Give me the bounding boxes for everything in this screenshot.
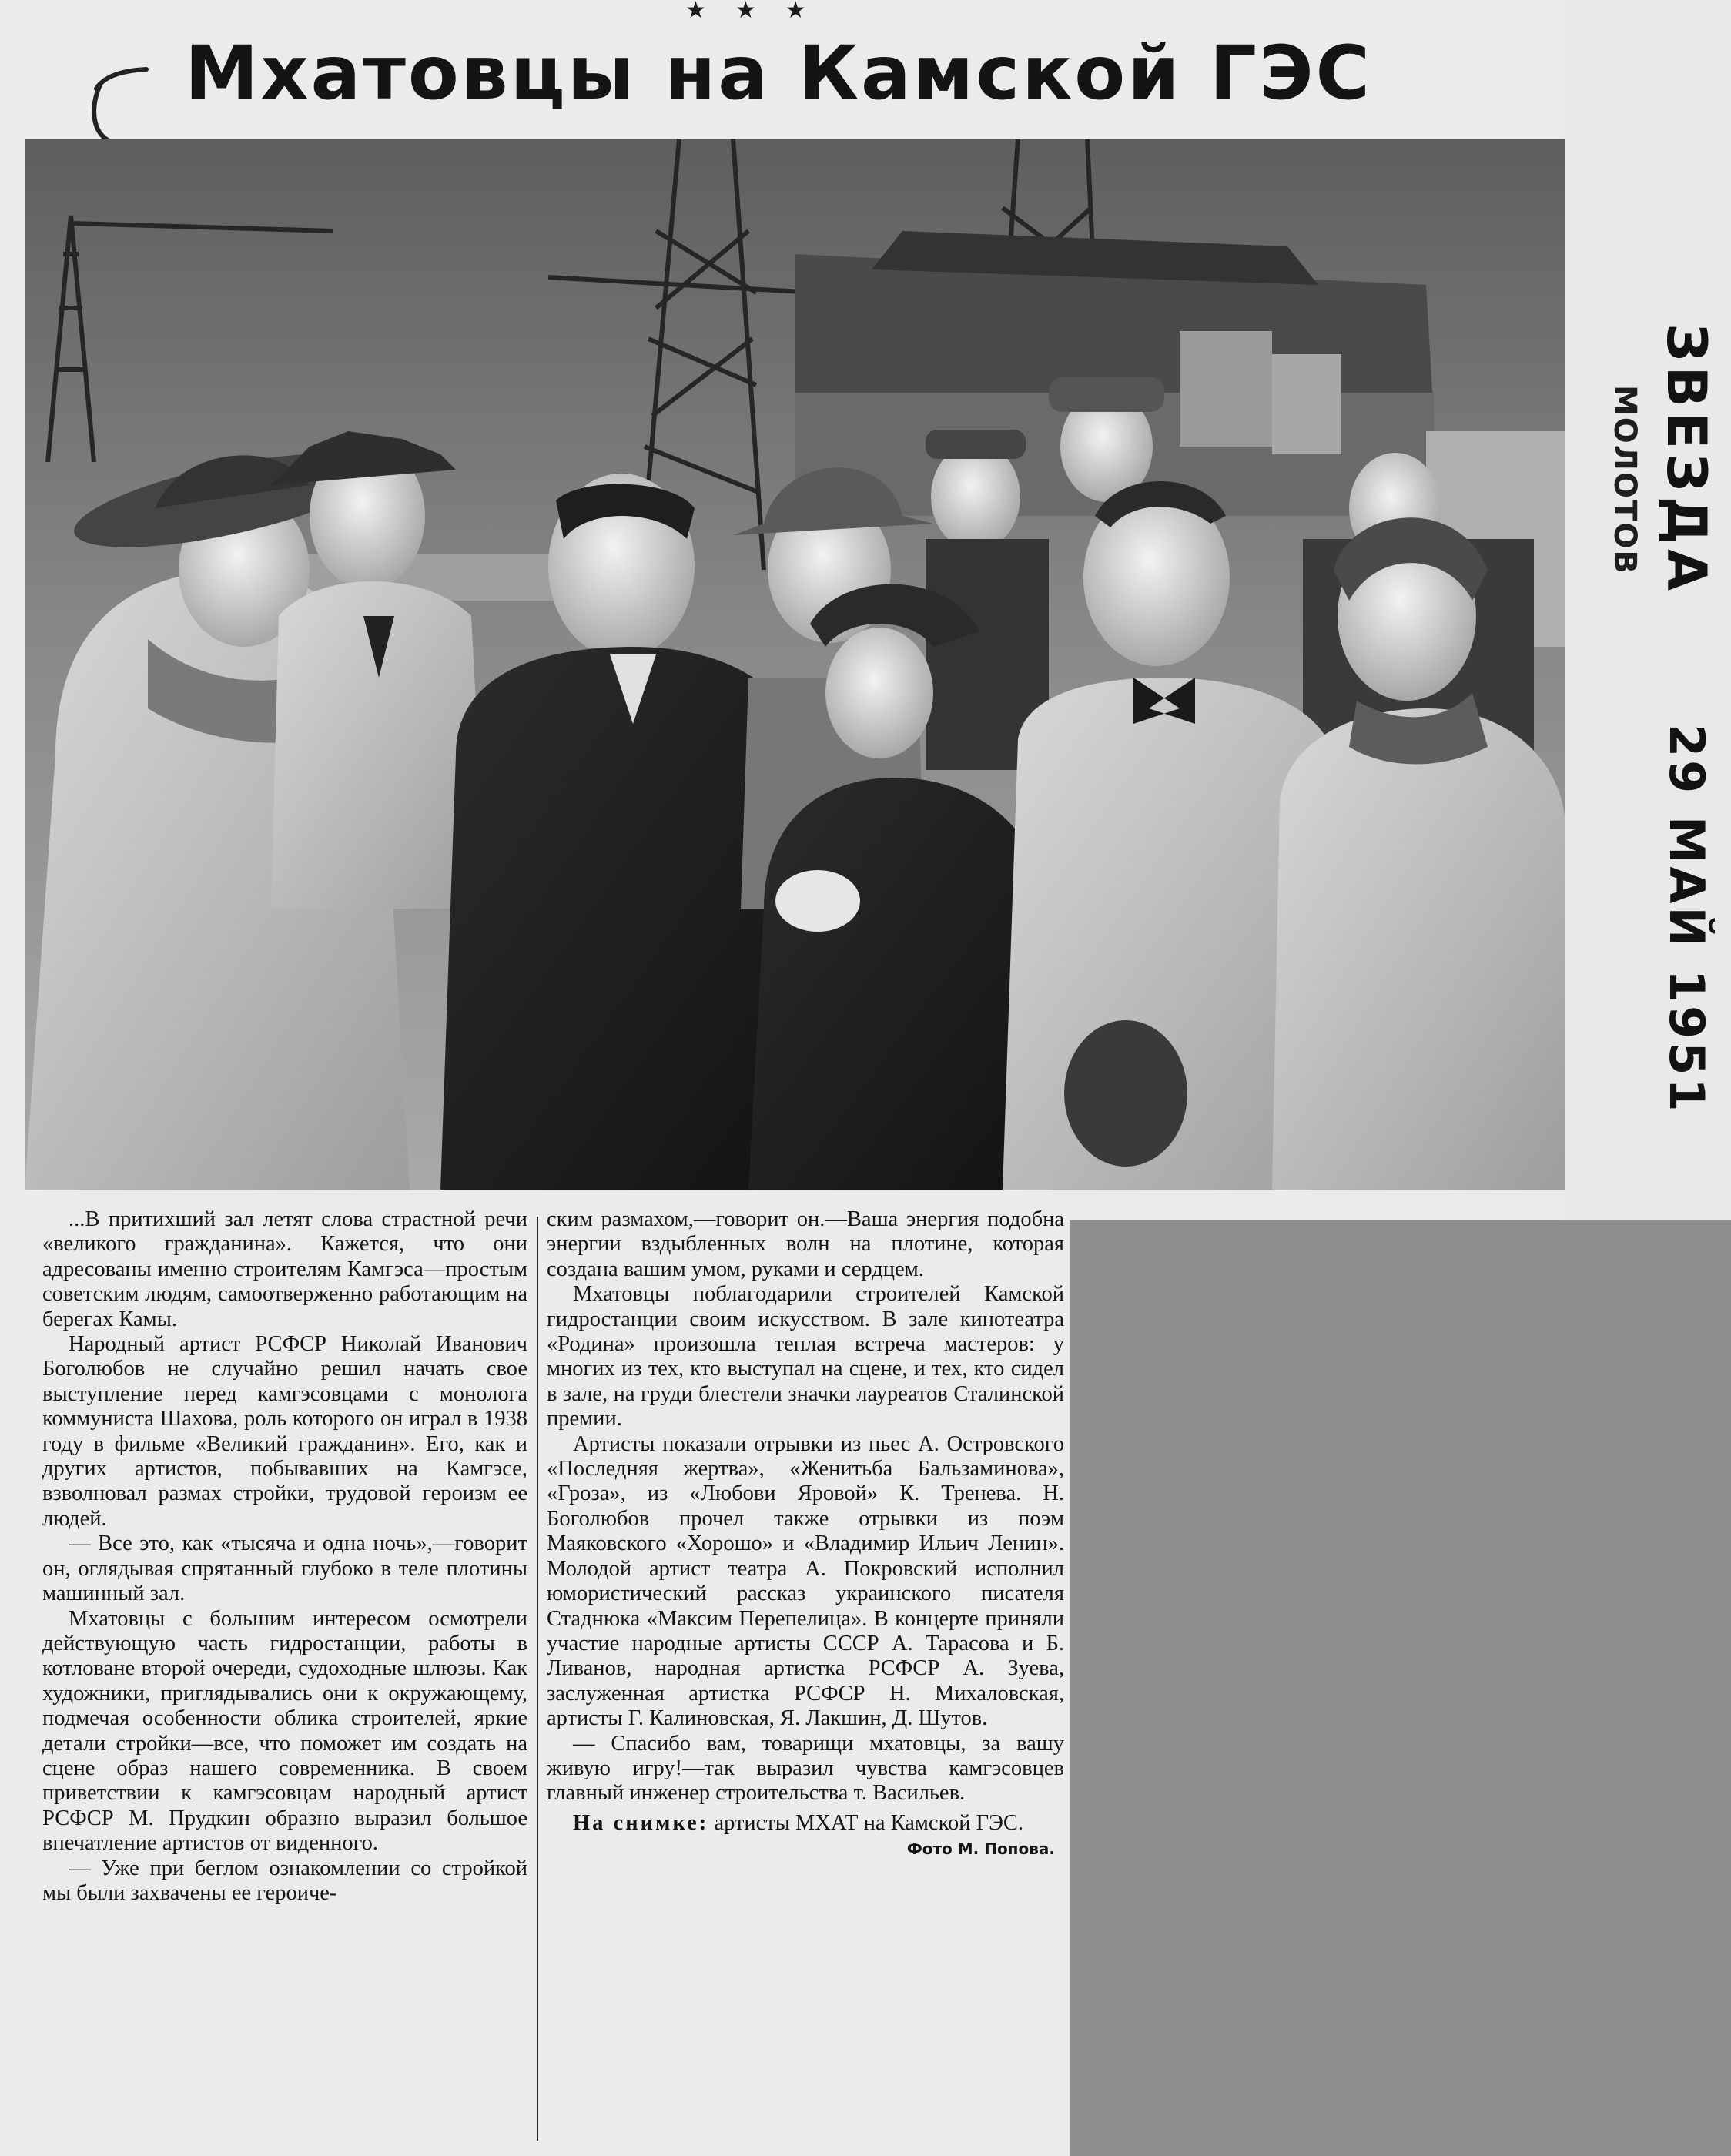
caption-text: артисты МХАТ на Камской ГЭС.	[708, 1810, 1024, 1835]
photo-credit: Фото М. Попова.	[906, 1840, 1055, 1859]
article-paragraph: Мхатовцы с большим интересом осмотрели действующую часть гидростанции, работы в котловане второй очереди, судоходные шлюзы. Как художники, приглядывались они к окружающему, подмечая особенности облика строителей, яркие детали стройки—все, что поможет им создать на сцене образ нашего современника. В своем приветствии к камгэсовцам народный артист РСФСР М. Прудкин образно выразил большое впечатление артистов от виденного.	[42, 1606, 527, 1856]
article-paragraph: Артисты показали отрывки из пьес А. Островского «Последняя жертва», «Женитьба Бальзаминова», «Гроза», из «Любови Яровой» К. Тренева. Н. Боголюбов прочел также отрывки из поэм Маяковского «Хорошо» и «Владимир Ильич Ленин». Молодой артист театра А. Покровский исполнил юмористический рассказ украинского писателя Стаднюка «Максим Перепелица». В концерте приняли участие народные артисты СССР А. Тарасова и Б. Ливанов, народная артистка РСФСР А. Зуева, заслуженная артистка РСФСР Н. Михаловская, артисты Г. Калиновская, Я. Лакшин, Д. Шутов.	[547, 1431, 1064, 1731]
article-paragraph: ским размахом,—говорит он.—Ваша энергия подобна энергии вздыбленных волн на плотине, которая создана вашим умом, руками и сердцем.	[547, 1207, 1064, 1281]
article-paragraph: Народный артист РСФСР Николай Иванович Боголюбов не случайно решил начать свое выступление перед камгэсовцами с монолога коммуниста Шахова, роль которого он играл в 1938 году в фильме «Великий гражданин». Его, как и других артистов, побывавших на Камгэсе, взволновал размах стройки, трудовой героизм ее людей.	[42, 1332, 527, 1531]
headline: Мхатовцы на Камской ГЭС	[185, 30, 1372, 116]
article-paragraph: Мхатовцы поблагодарили строителей Камской гидростанции своим искусством. В зале кинотеатра «Родина» произошла теплая встреча мастеров: у многих из тех, кто выступал на сцене, и тех, кто сидел в зале, на груди блестели значки лауреатов Сталинской премии.	[547, 1282, 1064, 1431]
caption-lead: На снимке:	[573, 1810, 709, 1835]
newspaper-stamp	[1602, 323, 1718, 1115]
article-column-left	[42, 1207, 527, 2156]
article-paragraph: — Спасибо вам, товарищи мхатовцы, за вашу живую игру!—так выразил чувства камгэсовцев главный инженер строительства т. Васильев.	[547, 1731, 1064, 1806]
article-paragraph: — Уже при беглом ознакомлении со стройкой мы были захвачены ее героиче-	[42, 1856, 527, 1905]
decorative-stars: ★★★	[685, 0, 835, 24]
article-paragraph: ...В притихший зал летят слова страстной речи «великого гражданина». Кажется, что они адресованы именно строителям Камгэса—простым советским людям, самоотверженно работающим на берегах Камы.	[42, 1207, 527, 1331]
article-paragraph: — Все это, как «тысяча и одна ночь»,—говорит он, оглядывая спрятанный глубоко в теле плотины машинный зал.	[42, 1532, 527, 1606]
news-photo	[25, 139, 1565, 1190]
column-divider	[537, 1217, 538, 2141]
stamp-city: МОЛОТОВ	[1607, 385, 1642, 575]
pen-mark-icon	[73, 54, 173, 146]
backing-board	[1070, 1220, 1731, 2156]
article-column-right	[547, 1207, 1064, 2156]
stamp-newspaper-name: ЗВЕЗДА	[1655, 323, 1718, 596]
photo-illustration	[25, 139, 1565, 1190]
stamp-date: 29 МАЙ 1951	[1659, 724, 1715, 1115]
photo-caption	[547, 1811, 1064, 1836]
